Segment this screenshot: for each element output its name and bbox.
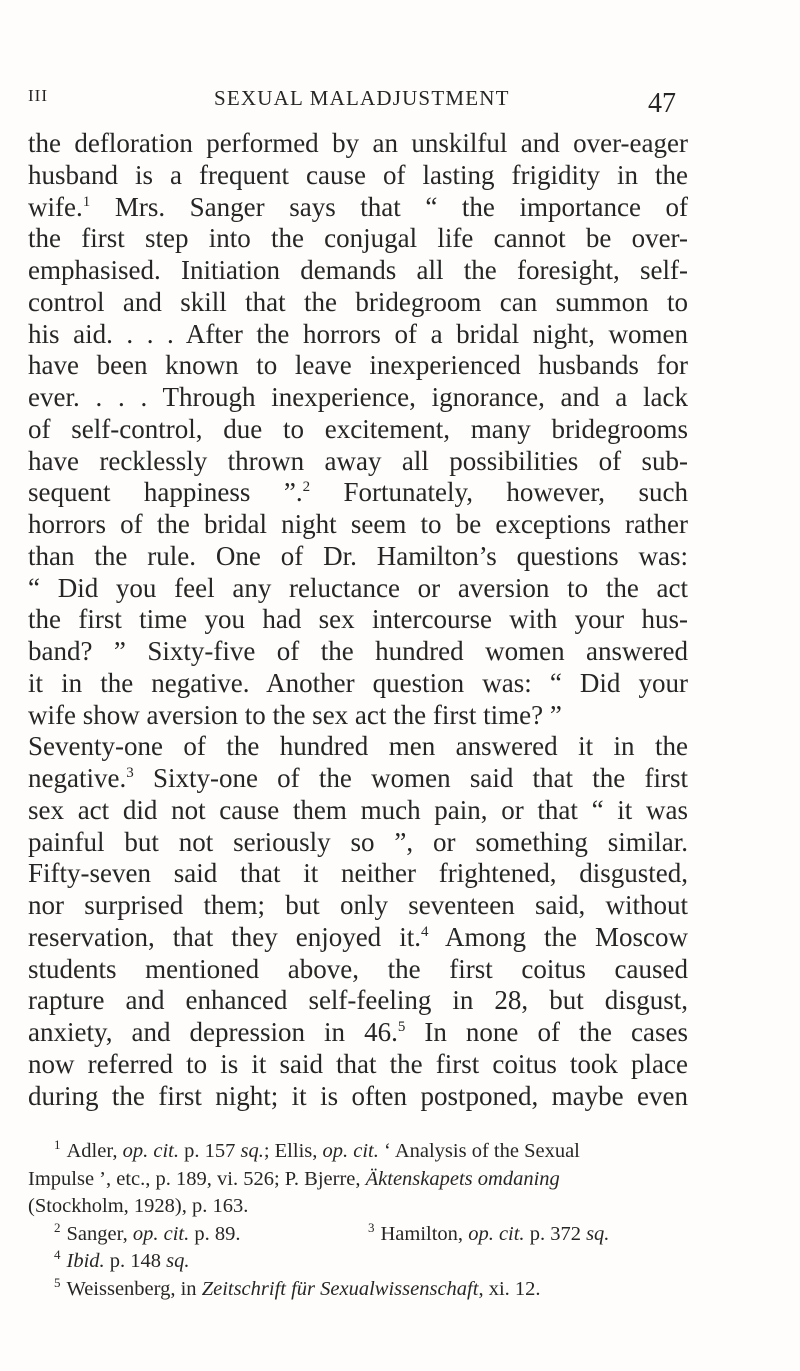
text-line: students mentioned above, the first coitus caused (28, 953, 688, 984)
running-title: SEXUAL MALADJUSTMENT (214, 86, 510, 110)
text-line: painful but not seriously so ”, or something similar. (28, 826, 688, 857)
text-line: have recklessly thrown away all possibilities of sub- (28, 445, 688, 476)
text-line: of self-control, due to excitement, many bridegrooms (28, 413, 688, 444)
text-line: it in the negative. Another question was: “ Did your (28, 667, 688, 698)
footnote-1-cont: (Stockholm, 1928), p. 163. (28, 1195, 249, 1217)
footnote-1: $^1$ Adler, op. cit. p. 157 sq.; Ellis, op. cit. ‘ Analysis of the Sexual (54, 1137, 580, 1162)
text-line: Fifty-seven said that it neither frightened, disgusted, (28, 858, 688, 889)
text-line: “ Did you feel any reluctance or aversion to the act (28, 572, 688, 603)
footnote-marker: 3 (126, 765, 134, 781)
footnote-marker: 2 (302, 479, 311, 496)
footnote-4: $^4$ Ibid. p. 148 sq. (54, 1247, 190, 1272)
text-line: the first time you had sex intercourse with your hus- (28, 604, 688, 635)
text-line: during the first night; it is often postponed, maybe even (28, 1080, 688, 1111)
footnotes (28, 1138, 690, 1303)
text-line: the defloration performed by an unskilful and over-eager (28, 128, 688, 158)
text-line: rapture and enhanced self-feeling in 28, but disgust, (28, 985, 688, 1016)
body-text (28, 128, 688, 1112)
footnote-5: $^5$ Weissenberg, in Zeitschrift für Sexualwissenschaft, xi. 12. (54, 1274, 541, 1300)
text-line: than the rule. One of Dr. Hamilton’s questions was: (28, 540, 688, 571)
text-line: sex act did not cause them much pain, or that “ it was (28, 794, 688, 825)
text-line: now referred to is it said that the first coitus took place (28, 1048, 688, 1079)
text-line: band? ” Sixty-five of the hundred women answered (28, 636, 688, 666)
text-line: the first step into the conjugal life cannot be over- (28, 223, 688, 254)
text-line: his aid. . . . After the horrors of a bridal night, women (28, 318, 688, 349)
page-number: 47 (648, 88, 676, 119)
text-line: anxiety, and depression in 46.$^5$ In none of the cases (28, 1017, 688, 1047)
footnote-1-cont: Impulse ’, etc., p. 189, vi. 526; P. Bjerre, Äktenskapets omdaning (28, 1167, 560, 1190)
text-line: wife.$^1$ Mrs. Sanger says that “ the importance of (28, 191, 688, 222)
footnote-marker: 1 (82, 193, 91, 210)
footnote-3: $^3$ Hamilton, op. cit. p. 372 sq. (368, 1219, 610, 1245)
text-line: ever. . . . Through inexperience, ignorance, and a lack (28, 382, 688, 412)
text-line: horrors of the bridal night seem to be exceptions rather (28, 509, 688, 539)
text-line: negative.$^3$ Sixty-one of the women said that the first (28, 763, 688, 793)
text-line: wife show aversion to the sex act the first time? ” (28, 699, 562, 730)
text-line: Seventy-one of the hundred men answered it in the (28, 731, 688, 762)
text-line: emphasised. Initiation demands all the foresight, self- (28, 255, 688, 285)
text-line: reservation, that they enjoyed it.$^4$ Among the Moscow (28, 921, 688, 952)
footnote-marker: 4 (420, 923, 429, 940)
text-line: nor surprised them; but only seventeen said, without (28, 890, 688, 920)
text-line: husband is a frequent cause of lasting frigidity in the (28, 159, 688, 190)
footnote-row-2-3 (28, 1221, 690, 1249)
footnote-2: $^2$ Sanger, op. cit. p. 89. (54, 1219, 241, 1245)
footnote-marker: 5 (397, 1019, 406, 1035)
chapter-number: III (28, 86, 48, 105)
text-line: control and skill that the bridegroom can summon to (28, 286, 688, 317)
text-line: have been known to leave inexperienced husbands for (28, 350, 688, 381)
text-line: sequent happiness ”.$^2$ Fortunately, however, such (28, 477, 688, 508)
running-head (28, 86, 688, 126)
